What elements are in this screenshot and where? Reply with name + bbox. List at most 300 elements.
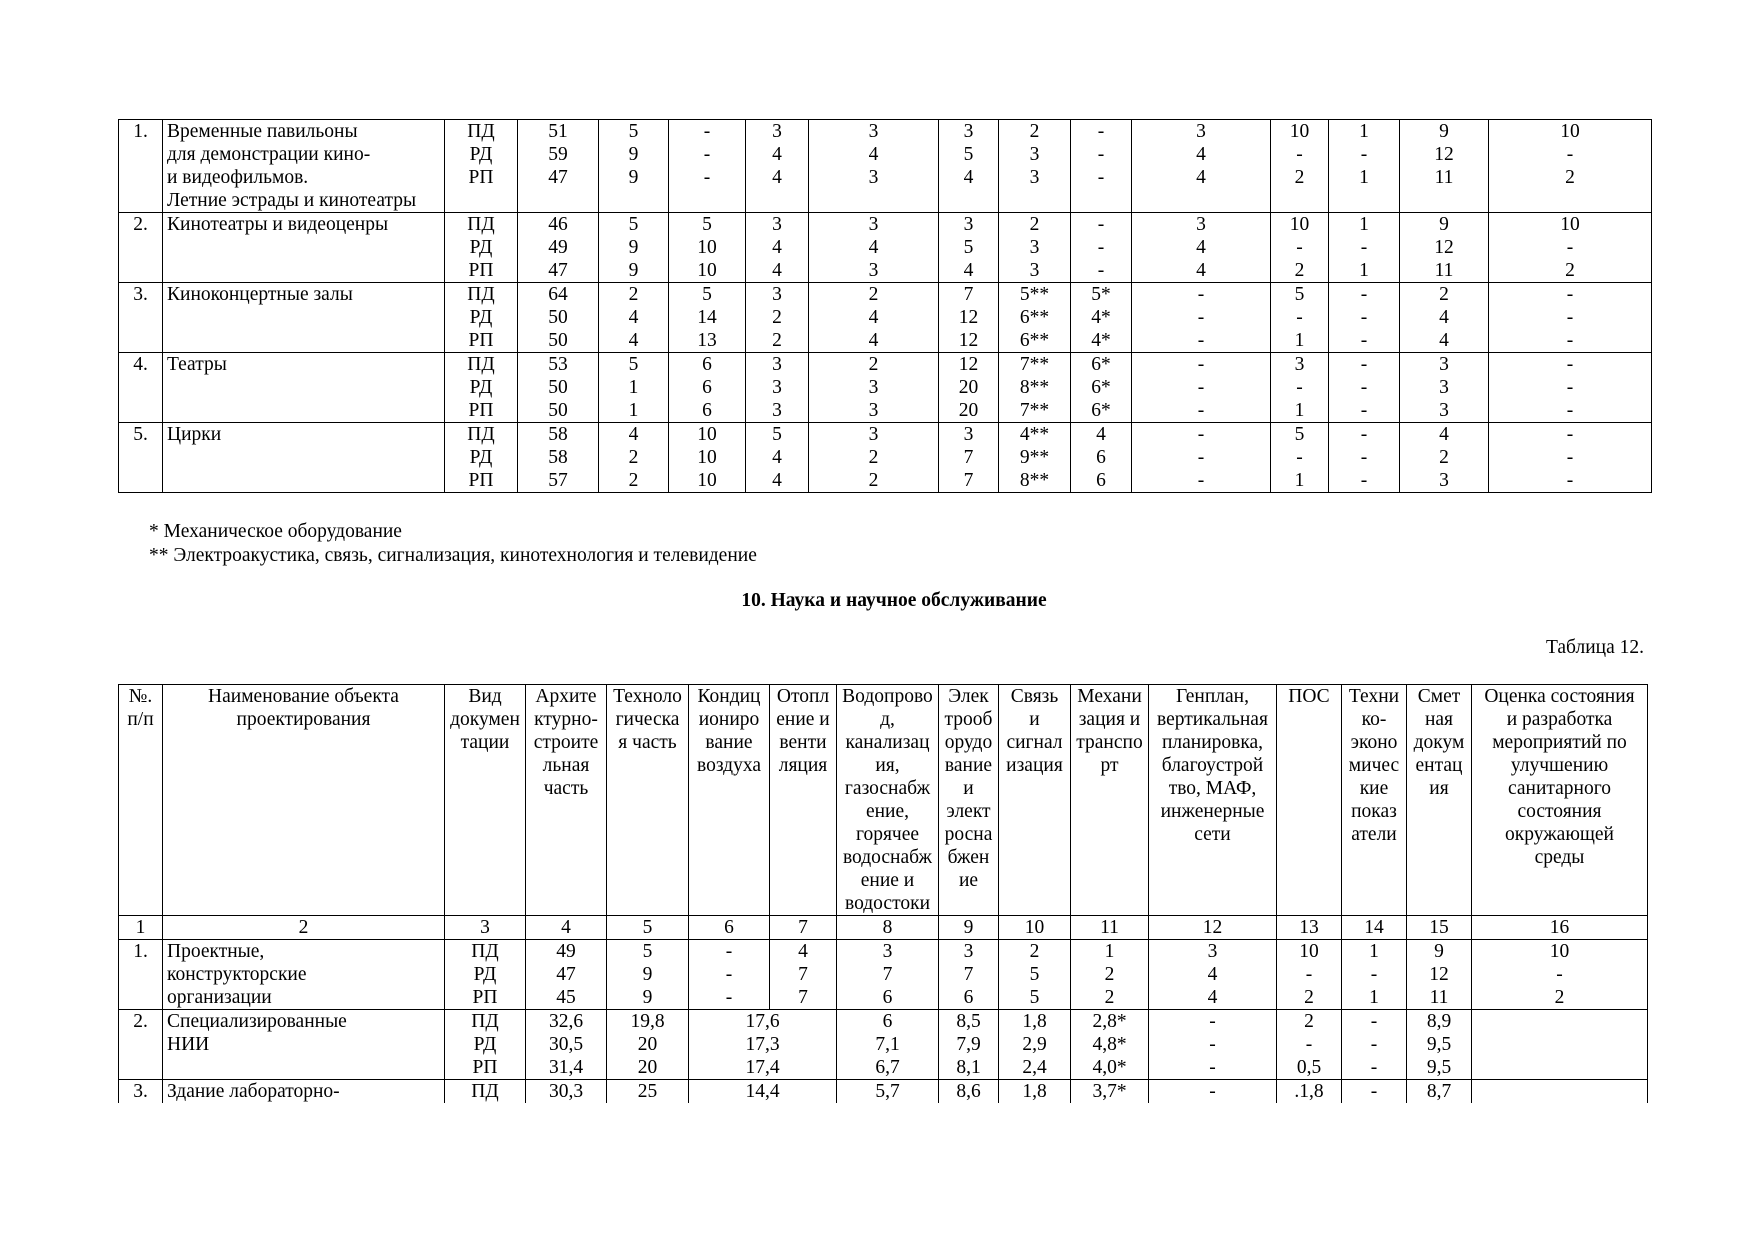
cell-line: 3 [1196, 121, 1206, 142]
table-row [119, 1010, 1648, 1080]
row-number [119, 423, 163, 493]
cell-line: ение, [865, 801, 910, 822]
cell-line: РД [473, 1034, 497, 1055]
cell-line: 4 [1207, 987, 1218, 1008]
column-number [1277, 916, 1342, 940]
cell-line: РД [469, 144, 493, 165]
cell-line: - [1360, 377, 1368, 398]
cell-line: 3 [1439, 354, 1449, 375]
column-header [607, 685, 689, 916]
cell-line: - [1305, 964, 1313, 985]
value-cell [999, 1010, 1071, 1080]
cell-line: 5 [1029, 987, 1040, 1008]
cell-line: 7 [963, 284, 974, 305]
cell-line: 3 [963, 121, 974, 142]
cell-line: 3 [963, 941, 974, 962]
cell-line: 2,4 [1022, 1057, 1047, 1078]
doc-type [445, 940, 526, 1010]
column-header [1472, 685, 1648, 916]
cell-line: 8** [1019, 377, 1050, 398]
cell-line: 3 [1029, 144, 1040, 165]
cell-line: Оценка состояния [1484, 686, 1635, 707]
cell-line: 4 [868, 237, 879, 258]
value-cell [1342, 1010, 1407, 1080]
cell-line: 10 [1289, 121, 1310, 142]
cell-line: 1 [1294, 400, 1305, 421]
cell-line: 4 [1439, 424, 1449, 445]
cell-line: - [1209, 1057, 1216, 1078]
cell-line: 2 [868, 470, 879, 491]
cell-line: строите [533, 732, 599, 753]
cell-line: тво, МАФ, [1168, 778, 1257, 799]
cell-line: 3 [868, 121, 879, 142]
cell-line: - [1197, 330, 1205, 351]
cell-line: 2 [1029, 214, 1040, 235]
column-header [1277, 685, 1342, 916]
cell-line: 9 [628, 167, 639, 188]
cell-line: ктурно- [534, 709, 598, 730]
cell-line: 20 [958, 377, 979, 398]
cell-line: 2 [628, 470, 639, 491]
value-cell [939, 120, 999, 213]
cell-line: - [1305, 1034, 1313, 1055]
cell-line: 3 [868, 400, 879, 421]
value-cell [746, 423, 809, 493]
cell-line: 3 [1196, 214, 1206, 235]
cell-line: - [1197, 377, 1205, 398]
value-cell [1329, 120, 1400, 213]
cell-line: 5 [628, 214, 639, 235]
value-cell [1489, 283, 1652, 353]
cell-line: 4,8* [1092, 1034, 1127, 1055]
value-cell [1472, 940, 1648, 1010]
cell-line: - [1209, 1034, 1216, 1055]
cell-line: 59 [548, 144, 568, 165]
cell-line: 58 [548, 447, 568, 468]
cell-line: мичес [1348, 755, 1400, 776]
value-cell [526, 1080, 607, 1104]
cell-line: ие [958, 870, 979, 891]
cell-line: - [1097, 214, 1105, 235]
value-cell [1071, 213, 1132, 283]
value-cell [837, 1010, 939, 1080]
cell-line: 10 [1560, 121, 1580, 142]
cell-line: - [1360, 400, 1368, 421]
cell-line: 20 [637, 1034, 658, 1055]
cell-line: 7** [1019, 400, 1050, 421]
cell-line: РП [468, 167, 494, 188]
cell-line: - [1197, 400, 1205, 421]
cell-line: 5 [963, 144, 974, 165]
value-cell [1489, 213, 1652, 283]
cell-line: ия, [875, 755, 900, 776]
cell-line: 4 [868, 330, 879, 351]
cell-line: - [1566, 470, 1574, 491]
cell-line: сигнал [1006, 732, 1063, 753]
cell-line: Кондиц [697, 686, 761, 707]
column-number [939, 916, 999, 940]
cell-line: 1 [1359, 214, 1369, 235]
cell-line: 1 [1369, 941, 1379, 962]
column-number [999, 916, 1071, 940]
value-cell [809, 120, 939, 213]
cell-line: вание [705, 732, 753, 753]
value-cell [1400, 353, 1489, 423]
cell-line: 10 [697, 470, 717, 491]
value-cell [770, 940, 837, 1010]
cell-line: РП [468, 400, 494, 421]
cell-line: улучшению [1510, 755, 1609, 776]
cell-line: Вид [468, 686, 502, 707]
value-cell [1271, 120, 1329, 213]
cell-line: Смет [1417, 686, 1461, 707]
cell-line: 4 [772, 144, 782, 165]
column-number [607, 916, 689, 940]
cell-line: - [1360, 237, 1368, 258]
cell-line: ПД [467, 214, 495, 235]
cell-line: 8** [1019, 470, 1050, 491]
cell-line: 5 [642, 917, 653, 938]
cell-line: 17,6 [745, 1011, 780, 1032]
cell-line: - [725, 941, 733, 962]
cell-line: 9,5 [1426, 1057, 1452, 1078]
value-cell [689, 1080, 837, 1104]
cell-line: 9 [642, 964, 653, 985]
value-cell [599, 120, 669, 213]
cell-line: 6 [882, 987, 893, 1008]
cell-line: - [1556, 964, 1563, 985]
cell-line: 0,5 [1296, 1057, 1322, 1078]
value-cell [746, 353, 809, 423]
column-number [119, 916, 163, 940]
cell-line: 3 [1207, 941, 1218, 962]
cell-line: 12 [1202, 917, 1223, 938]
cell-line: 5 [702, 284, 712, 305]
value-cell [999, 213, 1071, 283]
cell-line: 6 [724, 917, 734, 938]
value-cell [607, 940, 689, 1010]
cell-line: докум [1413, 732, 1465, 753]
value-cell [1277, 1080, 1342, 1104]
cell-line: №. [128, 686, 153, 707]
doc-type [445, 1080, 526, 1104]
cell-line: 7 [798, 964, 808, 985]
cell-line: 2 [1104, 964, 1115, 985]
cell-line: венти [779, 732, 827, 753]
cell-line: 2 [1104, 987, 1115, 1008]
cell-line: воздуха [697, 755, 761, 776]
cell-line: 4 [1096, 424, 1106, 445]
cell-line: 3 [1029, 260, 1040, 281]
value-cell [1271, 283, 1329, 353]
cell-line: 30,5 [548, 1034, 584, 1055]
table-row [119, 283, 1652, 353]
column-header [119, 685, 163, 916]
doc-type [445, 1010, 526, 1080]
column-header [1071, 685, 1149, 916]
column-number [689, 916, 770, 940]
cell-line: 4 [772, 260, 782, 281]
value-cell [809, 213, 939, 283]
cell-line: 7** [1019, 354, 1050, 375]
cell-line: п/п [127, 709, 154, 730]
cell-line: ПД [471, 941, 499, 962]
value-cell [1407, 1010, 1472, 1080]
cell-line: ПД [467, 284, 495, 305]
cell-line: 5** [1019, 284, 1050, 305]
cell-line: 6 [702, 354, 712, 375]
cell-line: 4. [133, 354, 148, 375]
cell-line: Летние эстрады и кинотеатры [167, 190, 417, 211]
cell-line: 9,5 [1426, 1034, 1452, 1055]
cell-line: Здание лабораторно- [167, 1081, 340, 1102]
row-number [119, 1010, 163, 1080]
column-number [445, 916, 526, 940]
column-number [1472, 916, 1648, 940]
object-name [163, 213, 445, 283]
cell-line: проектирования [236, 709, 371, 730]
cell-line: 2 [298, 917, 309, 938]
object-name [163, 283, 445, 353]
value-cell [1277, 940, 1342, 1010]
cell-line: 5 [1029, 964, 1040, 985]
value-cell [669, 423, 746, 493]
cell-line: элект [946, 801, 991, 822]
column-number [526, 916, 607, 940]
cell-line: Театры [167, 354, 227, 375]
cell-line: 4** [1019, 424, 1050, 445]
cell-line: 49 [556, 941, 576, 962]
section-title: 10. Наука и научное обслуживание [741, 590, 1047, 611]
cell-line: изация [1006, 755, 1063, 776]
cell-line: 14 [1364, 917, 1384, 938]
column-header [163, 685, 445, 916]
value-cell [518, 353, 599, 423]
cell-line: 12 [958, 354, 979, 375]
cell-line: Отопл [776, 686, 830, 707]
cell-line: - [1296, 447, 1303, 468]
cell-line: Техни [1348, 686, 1400, 707]
value-cell [746, 213, 809, 283]
row-number [119, 213, 163, 283]
cell-line: - [1197, 307, 1205, 328]
cell-line: 2 [1304, 987, 1314, 1008]
cell-line: 11 [1100, 917, 1119, 938]
cell-line: 1. [133, 121, 148, 142]
column-header [1407, 685, 1472, 916]
cell-line: 4 [561, 917, 571, 938]
cell-line: вание [944, 755, 993, 776]
cell-line: РД [469, 307, 493, 328]
cell-line: 2 [1029, 121, 1040, 142]
value-cell [837, 1080, 939, 1104]
cell-line: ляция [778, 755, 828, 776]
cell-line: д, [880, 709, 895, 730]
cell-line: 8,9 [1426, 1011, 1452, 1032]
cell-line: 4 [628, 330, 639, 351]
cell-line: транспо [1076, 732, 1143, 753]
cell-line: 3 [963, 214, 974, 235]
value-cell [1071, 120, 1132, 213]
cell-line: Наименование объекта [208, 686, 399, 707]
column-header [939, 685, 999, 916]
object-name [163, 1080, 445, 1104]
cell-line: 3 [1439, 470, 1449, 491]
cell-line: 4 [1439, 307, 1449, 328]
table-row [119, 213, 1652, 283]
cinema-theatre-table-body [119, 120, 1652, 493]
cell-line: - [1360, 330, 1368, 351]
cell-line: 5 [1294, 284, 1305, 305]
cell-line: сети [1194, 824, 1231, 845]
value-cell [1132, 283, 1271, 353]
value-cell [1400, 423, 1489, 493]
cell-line: 49 [548, 237, 568, 258]
column-header [770, 685, 837, 916]
value-cell [1271, 423, 1329, 493]
cell-line: канализац [845, 732, 930, 753]
cell-line: 13 [697, 330, 717, 351]
value-cell [1400, 283, 1489, 353]
cell-line: - [1566, 284, 1574, 305]
cell-line: 2 [772, 330, 782, 351]
cell-line: - [1360, 470, 1368, 491]
cell-line: 4 [628, 424, 639, 445]
cell-line: 6* [1091, 354, 1111, 375]
cell-line: 10 [1560, 214, 1580, 235]
value-cell [939, 283, 999, 353]
cell-line: - [1566, 447, 1574, 468]
cell-line: - [1370, 1057, 1378, 1078]
cell-line: 50 [548, 307, 568, 328]
cell-line: Временные павильоны [167, 121, 358, 142]
cell-line: планировка, [1161, 732, 1264, 753]
cell-line: ентац [1415, 755, 1463, 776]
cell-line: РД [473, 964, 497, 985]
cell-line: 9 [628, 237, 639, 258]
cell-line: - [1097, 121, 1105, 142]
cell-line: 2 [868, 354, 879, 375]
cell-line: среды [1534, 847, 1585, 868]
cell-line: 11 [1434, 167, 1454, 188]
footnote-electroacoustics: ** Электроакустика, связь, сигнализация, кинотехнология и телевидение [149, 545, 757, 566]
value-cell [999, 1080, 1071, 1104]
cell-line: - [1370, 964, 1378, 985]
cell-line: 11 [1434, 260, 1454, 281]
cell-line: 7 [963, 964, 974, 985]
cell-line: 7 [963, 470, 974, 491]
value-cell [999, 940, 1071, 1010]
cell-line: ПД [471, 1081, 499, 1102]
value-cell [809, 283, 939, 353]
cell-line: 4 [868, 307, 879, 328]
doc-type [445, 213, 518, 283]
cell-line: и видеофильмов. [167, 167, 309, 188]
cell-line: 12 [958, 307, 979, 328]
cell-line: 4* [1091, 330, 1111, 351]
cell-line: 47 [548, 260, 568, 281]
row-number [119, 283, 163, 353]
cell-line: Связь [1010, 686, 1059, 707]
cell-line: 8,6 [956, 1081, 981, 1102]
value-cell [746, 283, 809, 353]
cell-line: - [1566, 400, 1574, 421]
cell-line: - [1370, 1034, 1378, 1055]
cell-line: организации [167, 987, 272, 1008]
cell-line: орудо [944, 732, 993, 753]
cell-line: 4 [1196, 260, 1206, 281]
table-row [119, 1080, 1648, 1104]
cell-line: 3 [772, 214, 782, 235]
cell-line: Элек [948, 686, 989, 707]
value-cell [1472, 1080, 1648, 1104]
table-row [119, 353, 1652, 423]
cell-line: водоснабж [842, 847, 933, 868]
cell-line: 1. [133, 941, 148, 962]
value-cell [939, 213, 999, 283]
cell-line: 6** [1019, 330, 1050, 351]
cell-line: - [1566, 144, 1574, 165]
cell-line: зация и [1078, 709, 1141, 730]
value-cell [1071, 940, 1149, 1010]
cell-line: благоустрой [1161, 755, 1264, 776]
cell-line: ПОС [1288, 686, 1330, 707]
cell-line: 17,4 [745, 1057, 780, 1078]
row-number [119, 940, 163, 1010]
cell-line: РД [469, 447, 493, 468]
value-cell [939, 1080, 999, 1104]
value-cell [1472, 1010, 1648, 1080]
cell-line: - [1197, 354, 1205, 375]
header-row [119, 685, 1648, 916]
cell-line: 1 [135, 917, 146, 938]
cell-line: 10 [697, 260, 717, 281]
cell-line: окружающей [1504, 824, 1614, 845]
column-number [1071, 916, 1149, 940]
value-cell [999, 120, 1071, 213]
cell-line: 53 [548, 354, 568, 375]
cell-line: 19,8 [630, 1011, 665, 1032]
cell-line: 32,6 [548, 1011, 584, 1032]
column-number [1407, 916, 1472, 940]
value-cell [1400, 213, 1489, 283]
cell-line: 2,8* [1092, 1011, 1127, 1032]
cell-line: 5. [133, 424, 148, 445]
cell-line: 50 [548, 377, 568, 398]
cell-line: 1 [628, 400, 639, 421]
cell-line: 3 [1294, 354, 1305, 375]
cell-line: Генплан, [1175, 686, 1249, 707]
cell-line: 6 [882, 1011, 893, 1032]
cell-line: - [1097, 260, 1105, 281]
cell-line: 8 [882, 917, 893, 938]
cell-line: 1 [1359, 260, 1369, 281]
cell-line: атели [1351, 824, 1397, 845]
value-cell [1132, 213, 1271, 283]
cell-line: 2 [1565, 167, 1575, 188]
cell-line: 2 [1439, 447, 1449, 468]
cell-line: 2 [628, 447, 639, 468]
cell-line: 20 [637, 1057, 658, 1078]
row-number [119, 1080, 163, 1104]
cell-line: ПД [467, 354, 495, 375]
cell-line: 4 [963, 167, 974, 188]
cell-line: докумен [450, 709, 520, 730]
cell-line: - [1360, 284, 1368, 305]
cell-line: РД [469, 377, 493, 398]
cell-line: - [1209, 1011, 1216, 1032]
cell-line: 9 [642, 987, 653, 1008]
